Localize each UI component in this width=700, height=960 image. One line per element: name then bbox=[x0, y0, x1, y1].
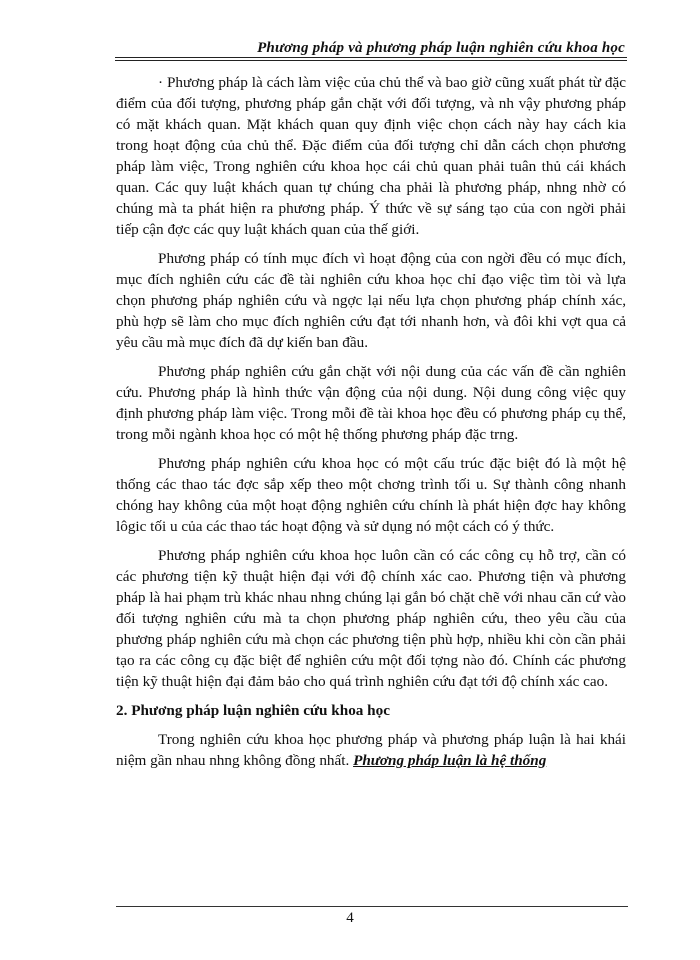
header-divider bbox=[115, 57, 627, 61]
body-text bbox=[116, 72, 626, 779]
paragraph-4: Phương pháp nghiên cứu khoa học có một cấu trúc đặc biệt đó là một hệ thống các thao tác đợc sắp xếp theo một chơng trình tối u. Sự thành công nhanh chóng hay không của một hoạt động nghiên cứu chính là phát hiện đợc hay không lôgic tối u của các thao tác hoạt động và sử dụng nó một cách có ý thức. bbox=[116, 455, 626, 535]
paragraph-6 bbox=[116, 729, 626, 771]
paragraph-6-text: Trong nghiên cứu khoa học phương pháp và phương pháp luận là hai khái niệm gần nhau nhng không đồng nhất. bbox=[116, 731, 626, 769]
paragraph-2: Phương pháp có tính mục đích vì hoạt động của con ngời đều có mục đích, mục đích nghiên cứu các đề tài nghiên cứu khoa học chỉ đạo việc tìm tòi và lựa chọn phương pháp nghiên cứu và ngợc lại nếu lựa chọn phương pháp chính xác, phù hợp sẽ làm cho mục đích nghiên cứu đạt tới nhanh hơn, và đôi khi vợt qua cả yêu cầu mà mục đích đã dự kiến ban đầu. bbox=[116, 250, 626, 351]
page-number: 4 bbox=[346, 910, 354, 926]
footer-divider bbox=[116, 906, 628, 907]
paragraph-6-emphasis: Phương pháp luận là hệ thống bbox=[353, 752, 547, 769]
paragraph-1: · Phương pháp là cách làm việc của chủ thể và bao giờ cũng xuất phát từ đặc điểm của đối tượng, phương pháp gắn chặt với đối tượng, và nh vậy phương pháp có mặt khách quan. Mặt khách quan quy định việc chọn cách này hay cách kia trong hoạt động của chủ thể. Đặc điểm của đối tượng chỉ dẫn cách chọn phương pháp làm việc, Trong nghiên cứu khoa học cái chủ quan phải tuân thủ cái khách quan. Các quy luật khách quan tự chúng cha phải là phương pháp, nhng nhờ có chúng mà ta phát hiện ra phương pháp. Ý thức về sự sáng tạo của con ngời phải tiếp cận đợc các quy luật khách quan của thế giới. bbox=[116, 74, 626, 238]
paragraph-3: Phương pháp nghiên cứu gắn chặt với nội dung của các vấn đề cần nghiên cứu. Phương pháp là hình thức vận động của nội dung. Nội dung công việc quy định phương pháp làm việc. Trong mỗi đề tài khoa học đều có phương pháp cụ thể, trong mỗi ngành khoa học có một hệ thống phương pháp đặc trng. bbox=[116, 363, 626, 443]
section-heading: 2. Phương pháp luận nghiên cứu khoa học bbox=[116, 702, 390, 719]
running-header: Phương pháp và phương pháp luận nghiên cứu khoa học bbox=[257, 40, 625, 56]
paragraph-5: Phương pháp nghiên cứu khoa học luôn cần có các công cụ hỗ trợ, cần có các phương tiện kỹ thuật hiện đại với độ chính xác cao. Phương tiện và phương pháp là hai phạm trù khác nhau nhng chúng lại gắn bó chặt chẽ với nhau căn cứ vào đối tượng nghiên cứu mà ta chọn phương pháp nghiên cứu, theo yêu cầu của phương pháp nghiên cứu mà chọn các phương tiện phù hợp, nhiều khi còn cần phải tạo ra các công cụ đặc biệt để nghiên cứu một đối tợng nào đó. Chính các phương tiện kỹ thuật hiện đại đảm bảo cho quá trình nghiên cứu đạt tới độ chính xác cao. bbox=[116, 547, 626, 690]
